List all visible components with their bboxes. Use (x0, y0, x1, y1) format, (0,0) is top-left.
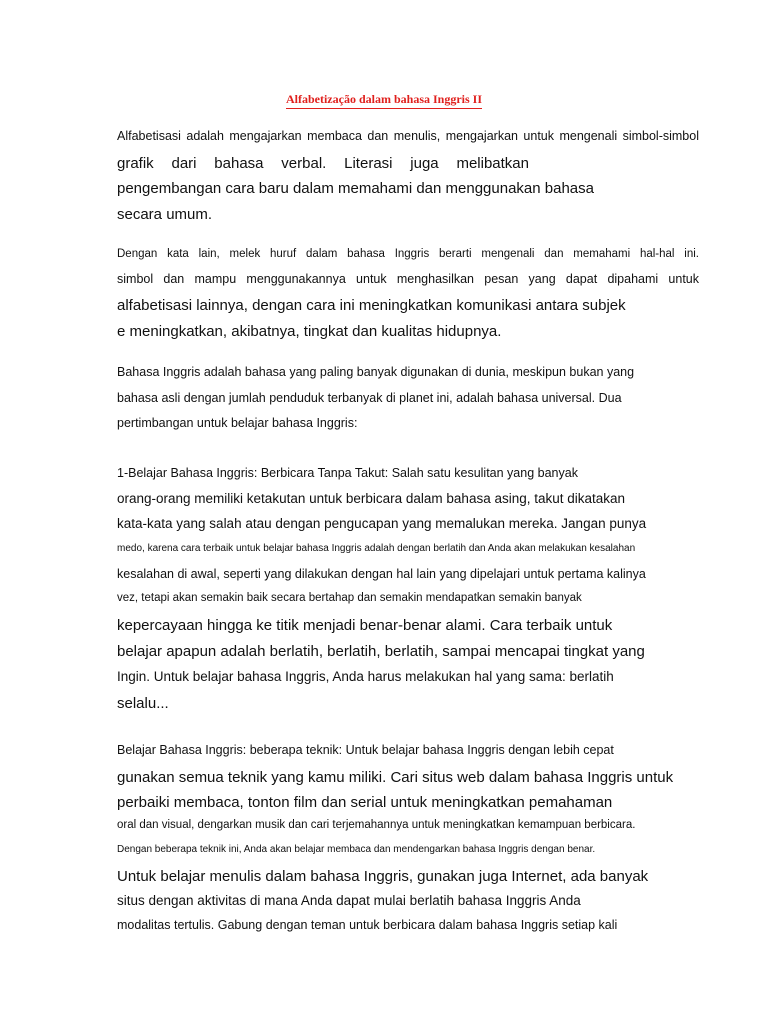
text-line: orang-orang memiliki ketakutan untuk berbicara dalam bahasa asing, takut dikatakan (117, 491, 626, 506)
text-line: kepercayaan hingga ke titik menjadi benar-benar alami. Cara terbaik untuk (117, 617, 613, 634)
text-line: Belajar Bahasa Inggris: beberapa teknik: Untuk belajar bahasa Inggris dengan lebih cepat (117, 743, 614, 757)
text-line: e meningkatkan, akibatnya, tingkat dan kualitas hidupnya. (117, 323, 502, 340)
text-line: belajar apapun adalah berlatih, berlatih, berlatih, sampai mencapai tingkat yang (117, 643, 645, 660)
text-line: pengembangan cara baru dalam memahami dan menggunakan bahasa (117, 180, 594, 197)
text-line: kata-kata yang salah atau dengan pengucapan yang memalukan mereka. Jangan punya (117, 516, 647, 531)
text-line: Dengan kata lain, melek huruf dalam bahasa Inggris berarti mengenali dan memahami hal-hal ini. (117, 248, 699, 260)
text-line: vez, tetapi akan semakin baik secara bertahap dan semakin mendapatkan semakin banyak (117, 592, 582, 604)
text-line: situs dengan aktivitas di mana Anda dapat mulai berlatih bahasa Inggris Anda (117, 893, 581, 908)
text-line: simbol dan mampu menggunakannya untuk menghasilkan pesan yang dapat dipahami untuk (117, 272, 699, 286)
text-line: medo, karena cara terbaik untuk belajar bahasa Inggris adalah dengan berlatih dan Anda akan melakukan kesalahan (117, 543, 636, 554)
text-line: Dengan beberapa teknik ini, Anda akan belajar membaca dan mendengarkan bahasa Inggris dengan benar. (117, 844, 596, 855)
text-line: kesalahan di awal, seperti yang dilakukan dengan hal lain yang dipelajari untuk pertama kalinya (117, 567, 646, 581)
text-line: gunakan semua teknik yang kamu miliki. Cari situs web dalam bahasa Inggris untuk (117, 769, 674, 786)
text-line: selalu... (117, 695, 169, 712)
document-title (0, 92, 768, 107)
text-line: Ingin. Untuk belajar bahasa Inggris, Anda harus melakukan hal yang sama: berlatih (117, 669, 614, 684)
text-line: alfabetisasi lainnya, dengan cara ini meningkatkan komunikasi antara subjek (117, 297, 626, 314)
document-title-text: Alfabetização dalam bahasa Inggris II (286, 92, 482, 109)
text-line: modalitas tertulis. Gabung dengan teman untuk berbicara dalam bahasa Inggris setiap kali (117, 918, 618, 932)
text-line: secara umum. (117, 206, 213, 223)
text-line: 1-Belajar Bahasa Inggris: Berbicara Tanpa Takut: Salah satu kesulitan yang banyak (117, 466, 578, 480)
text-line: Bahasa Inggris adalah bahasa yang paling banyak digunakan di dunia, meskipun bukan yang (117, 365, 635, 379)
text-line: Alfabetisasi adalah mengajarkan membaca dan menulis, mengajarkan untuk mengenali simbol-simbol (117, 129, 699, 143)
text-line: grafik dari bahasa verbal. Literasi juga melibatkan (117, 155, 529, 172)
text-line: pertimbangan untuk belajar bahasa Inggris: (117, 416, 358, 430)
text-line: oral dan visual, dengarkan musik dan cari terjemahannya untuk meningkatkan kemampuan berbicara. (117, 819, 636, 831)
text-line: Untuk belajar menulis dalam bahasa Inggris, gunakan juga Internet, ada banyak (117, 868, 649, 885)
text-line: perbaiki membaca, tonton film dan serial untuk meningkatkan pemahaman (117, 794, 613, 811)
text-line: bahasa asli dengan jumlah penduduk terbanyak di planet ini, adalah bahasa universal. Dua (117, 391, 622, 405)
